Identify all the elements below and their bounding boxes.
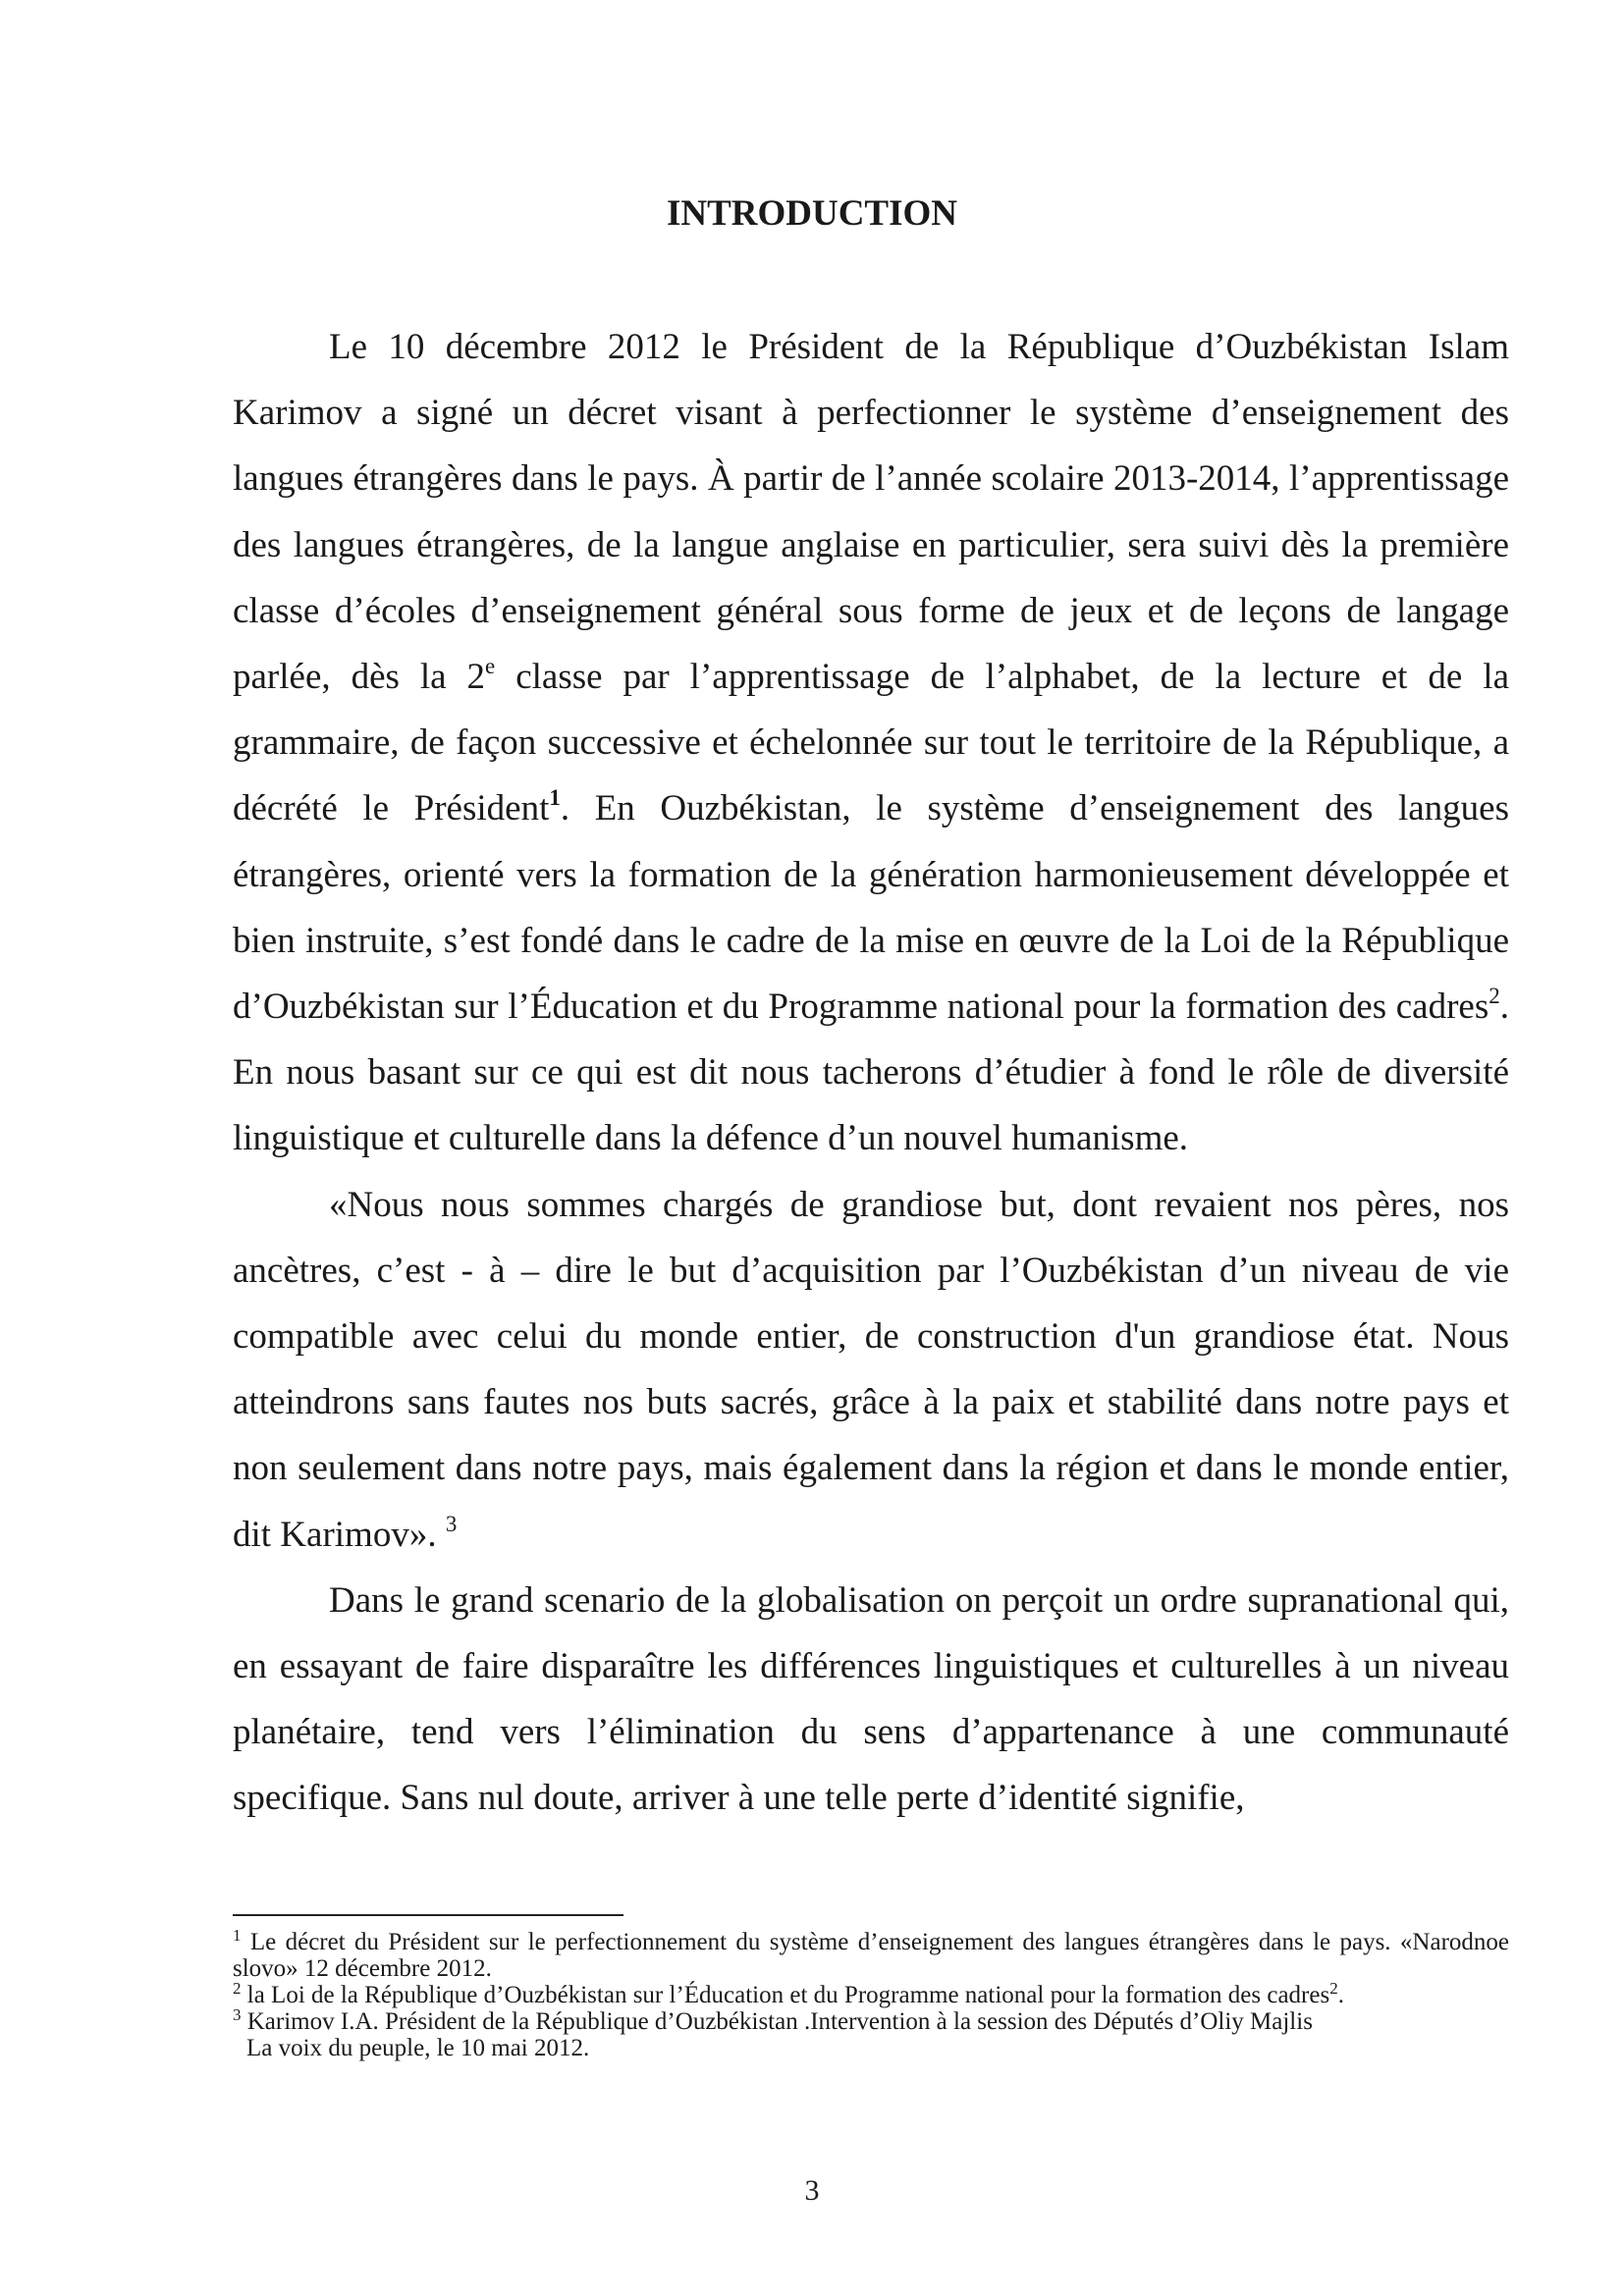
paragraph-3-text: Dans le grand scenario de la globalisation on perçoit un ordre supranational qui, en essayant de faire disparaître les différences linguistiques et culturelles à un niveau planétaire, tend vers l’élimination du sens d’appartenance à une communauté specifique. Sans nul doute, arriver à une telle perte d’identité signifie, [233,1579,1509,1819]
footnote-2-trailing: . [1337,1982,1344,2008]
footnotes [233,1926,1509,2061]
paragraph-3 [233,1568,1509,1832]
footnote-separator [233,1914,623,1916]
superscript-e: e [485,654,496,679]
paragraph-1-text-d: . En nous basant sur ce qui est dit nous tacherons d’étudier à fond le rôle de diversité linguistique et culturelle dans la défence d’un nouvel humanisme. [233,987,1509,1159]
paragraph-2-text: «Nous nous sommes chargés de grandiose but, dont revaient nos pères, nos ancètres, c’est - à – dire le but d’acquisition par l’Ouzbékistan d’un niveau de vie compatible avec celui du monde entier, de construction d'un grandiose état. Nous atteindrons sans fautes nos buts sacrés, grâce à la paix et stabilité dans notre pays et non seulement dans notre pays, mais également dans la région et dans le monde entier, dit Karimov». [233,1184,1509,1555]
footnote-3-text: Karimov I.A. Président de la République d’Ouzbékistan .Intervention à la session des Députés d’Oliy Majlis [241,2008,1313,2035]
footnote-3 [233,2005,1509,2035]
footnote-ref-3: 3 [445,1511,458,1536]
paragraph-1-text-c: . En Ouzbékistan, le système d’enseignement des langues étrangères, orienté vers la formation de la génération harmonieusement développée et bien instruite, s’est fondé dans le cadre de la mise en œuvre de la Loi de la République d’Ouzbékistan sur l’Éducation et du Programme national pour la formation des cadres [233,788,1510,1028]
body-text [233,314,1509,1832]
page-title: INTRODUCTION [666,193,958,234]
footnote-2 [233,1979,1509,2008]
footnote-3-marker: 3 [233,2005,242,2024]
footnote-1-text: Le décret du Président sur le perfectionnement du système d’enseignement des langues étrangères dans le pays. «Narodnoe slovo» 12 décembre 2012. [233,1929,1509,1982]
footnote-3-continuation: La voix du peuple, le 10 mai 2012. [246,2035,590,2061]
paragraph-1-text-b: classe par l’apprentissage de l’alphabet, de la lecture et de la grammaire, de façon successive et échelonnée sur tout le territoire de la République, a décrété le Président [233,657,1509,829]
footnote-ref-2: 2 [1489,984,1500,1009]
footnote-2-text: la Loi de la République d’Ouzbékistan sur l’Éducation et du Programme national pour la formation des cadres [241,1982,1330,2008]
footnote-1 [233,1926,1509,1982]
footnote-1-marker: 1 [233,1926,242,1945]
footnote-2-marker: 2 [233,1979,242,1998]
paragraph-1-text-a: Le 10 décembre 2012 le Président de la République d’Ouzbékistan Islam Karimov a signé un décret visant à perfectionner le système d’enseignement des langues étrangères dans le pays. À partir de l’année scolaire 2013-2014, l’apprentissage des langues étrangères, de la langue anglaise en particulier, sera suivi dès la première classe d’écoles d’enseignement général sous forme de jeux et de leçons de langage parlée, dès la 2 [233,327,1509,698]
paragraph-1 [233,314,1509,1172]
page-number: 3 [804,2174,820,2207]
paragraph-2 [233,1172,1509,1568]
footnote-ref-1: 1 [549,785,561,811]
footnote-2-trailing-sup: 2 [1329,1979,1338,1998]
